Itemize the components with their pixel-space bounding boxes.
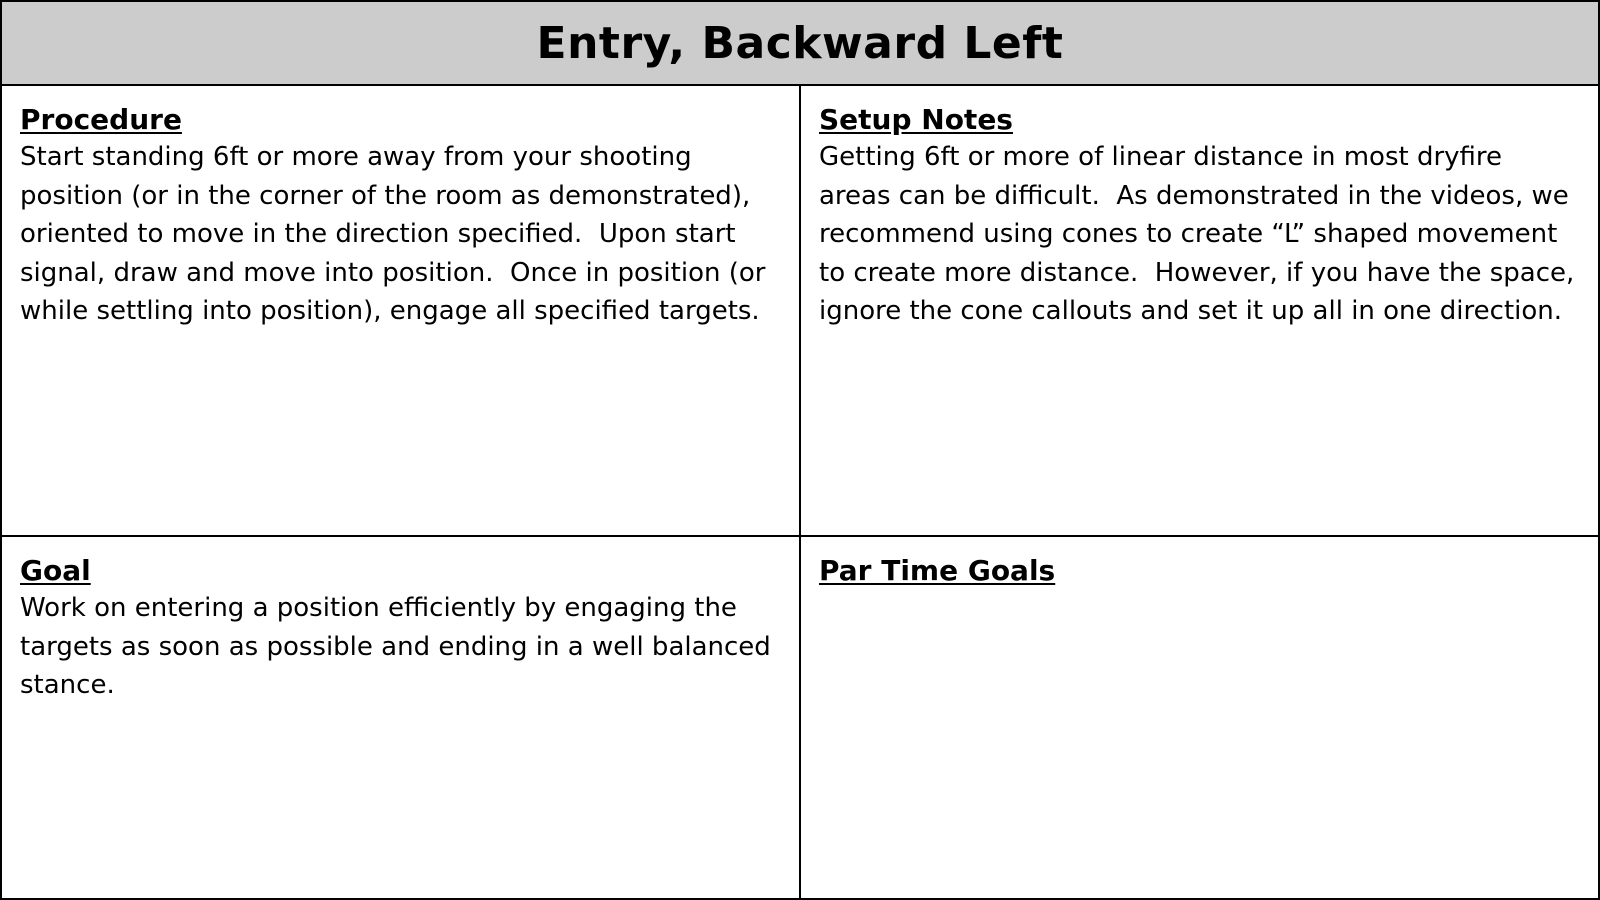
goal-text: Work on entering a position efficiently by engaging the targets as soon as possible and ending in a well balanced stance. [20,593,780,700]
goal-heading: Goal [20,554,91,587]
procedure-text: Start standing 6ft or more away from your shooting position (or in the corner of the room as demonstrated), oriented to move in the direction specified. Upon start signal, draw and move into position. Once in position (or while settling into position), engage all specified targets. [20,142,774,326]
goal-section [2,537,801,898]
setup-notes-text: Getting 6ft or more of linear distance in most dryfire areas can be difficult. As demonstrated in the videos, we recommend using cones to create “L” shaped movement to create more distance. However, if you have the space, ignore the cone callouts and set it up all in one direction. [819,142,1583,326]
par-time-goals-heading: Par Time Goals [819,554,1056,587]
procedure-section [2,86,801,537]
setup-notes-section [801,86,1598,537]
par-time-goals-section [801,537,1598,898]
sections-grid [2,86,1598,898]
procedure-heading: Procedure [20,103,182,136]
page-title: Entry, Backward Left [536,17,1064,69]
setup-notes-heading: Setup Notes [819,103,1013,136]
title-bar [2,2,1598,86]
